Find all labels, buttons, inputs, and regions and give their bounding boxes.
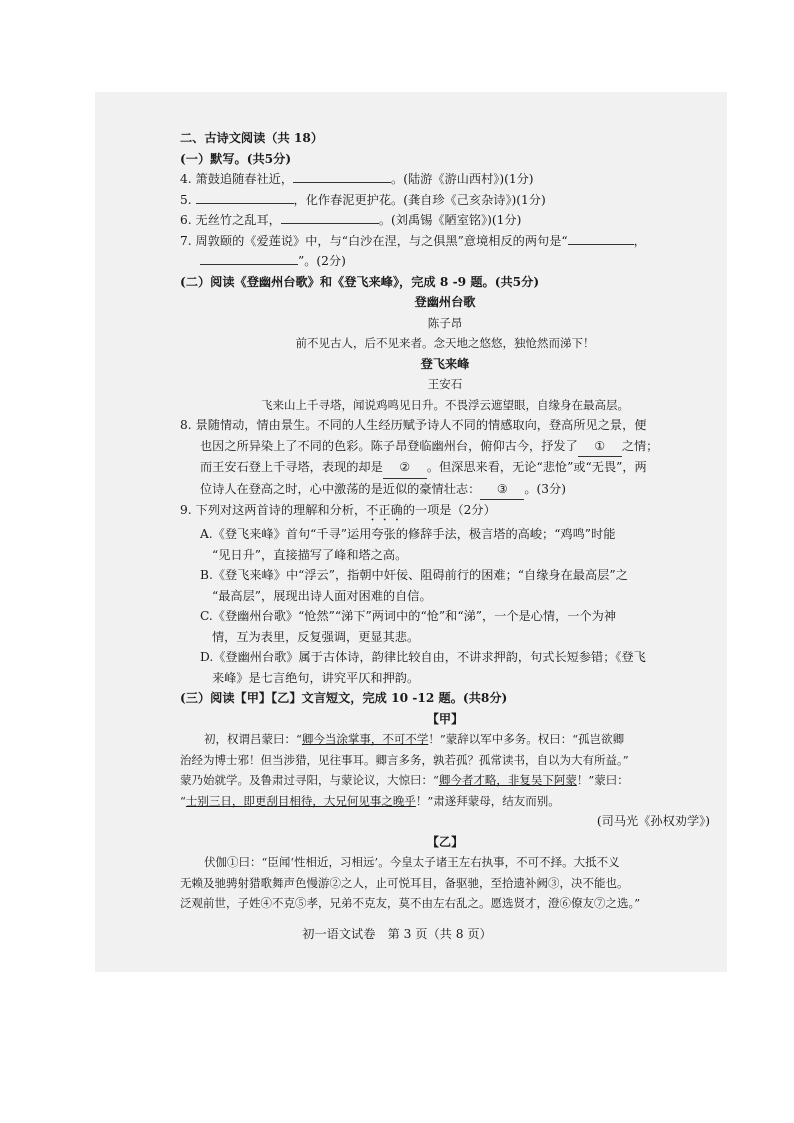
option-c-cont: 情，互为表里，反复强调，更显其悲。	[212, 629, 420, 644]
answer-blank-1[interactable]: ①	[578, 436, 622, 458]
question-8-line3: 而王安石登上千寻塔，表现的却是 ② 。但深思来看，无论“悲怆”或“无畏”，两	[180, 457, 710, 479]
passage-yi-line2: 无赖及驰骋射猎歌舞声色慢游②之人，止可悦耳目，备驱驰，至拾遗补阙③，决不能也。	[180, 875, 629, 890]
answer-blank[interactable]	[200, 251, 298, 265]
option-c[interactable]: C.《登幽州台歌》“怆然”“涕下”两词中的“怆”和“涕”，一个是心情，一个为神	[200, 609, 617, 623]
part2-title: (二）阅读《登幽州台歌》和《登飞来峰》，完成 8 -9 题。(共5分)	[180, 274, 540, 289]
question-8-line4: 位诗人在登高之时，心中激荡的是近似的豪情壮志： ③ 。(3分)	[180, 479, 710, 501]
option-a[interactable]: A.《登飞来峰》首句“千寻”运用夸张的修辞手法，极言塔的高峻；“鸡鸣”时能	[200, 527, 616, 541]
answer-blank[interactable]	[281, 210, 379, 224]
passage-yi-title: 【乙】	[426, 834, 464, 849]
underlined-sentence: 卿今者才略，非复吴下阿蒙	[438, 773, 577, 787]
question-4: 4. 箫鼓追随春社近， 。(陆游《游山西村》)(1分)	[180, 169, 710, 190]
poem2-text: 飞来山上千寻塔，闻说鸡鸣见日升。不畏浮云遮望眼，自缘身在最高层。	[261, 397, 629, 412]
answer-blank[interactable]	[293, 169, 391, 183]
poem1-text: 前不见古人，后不见来者。念天地之悠悠，独怆然而涕下！	[295, 336, 595, 350]
option-a-cont: “见日升”，直接描写了峰和塔之高。	[212, 547, 408, 562]
option-b-cont: “最高层”，展现出诗人面对困难的自信。	[212, 588, 432, 603]
passage-jia-line3: 蒙乃始就学。及鲁肃过寻阳，与蒙论议，大惊曰：“卿今者才略，非复吴下阿蒙！”蒙曰：	[180, 773, 629, 787]
exam-content	[180, 128, 710, 914]
passage-jia-source: (司马光《孙权劝学》)	[596, 814, 710, 828]
answer-blank-3[interactable]: ③	[480, 479, 524, 501]
passage-jia-line2: 治经为博士邪！但当涉猎，见往事耳。卿言多务，孰若孤？孤常读书，自以为大有所益。”	[180, 752, 629, 767]
passage-yi-line1: 伏伽①曰：“臣闻‘性相近，习相远’。今皇太子诸王左右执事，不可不择。大抵不义	[204, 855, 620, 869]
page-footer: 初一语文试卷 第 3 页（共 8 页）	[302, 927, 492, 941]
poem2-title: 登飞来峰	[420, 356, 470, 371]
option-d-cont: 来峰》是七言绝句，讲究平仄和押韵。	[212, 670, 420, 685]
question-8: 8. 景随情动，情由景生。不同的人生经历赋予诗人不同的情感取向，登高所见之景，便	[180, 418, 647, 432]
question-8-line2: 也因之所异染上了不同的色彩。陈子昂登临幽州台，俯仰古今，抒发了 ① 之情；	[180, 436, 710, 458]
part1-title: (一）默写。(共5分)	[180, 151, 292, 166]
poem2-author: 王安石	[427, 377, 463, 391]
poem1-title: 登幽州台歌	[414, 295, 476, 309]
passage-jia-title: 【甲】	[426, 711, 464, 726]
section-title: 二、古诗文阅读（共 18）	[180, 131, 324, 145]
question-6: 6. 无丝竹之乱耳， 。(刘禹锡《陋室铭》)(1分)	[180, 210, 710, 231]
question-5: 5. ，化作春泥更护花。(龚自珍《己亥杂诗》)(1分)	[180, 190, 710, 211]
underlined-sentence: 士别三日，即更刮目相待，大兄何见事之晚乎	[185, 793, 416, 808]
underlined-sentence: 卿今当涂掌事，不可不学	[301, 732, 429, 746]
question-7: 7. 周敦颐的《爱莲说》中，与“白沙在涅，与之俱黑”意境相反的两句是“ ，	[180, 231, 710, 252]
passage-yi-line3: 泛观前世，子姓④不克⑤孝，兄弟不克友，莫不由左右乱之。愿选贤才，澄⑥僚友⑦之选。”	[180, 896, 641, 910]
question-9-stem: 9. 下列对这两首诗的理解和分析，不正确的一项是（2分）	[180, 503, 496, 517]
part3-title: (三）阅读【甲】【乙】文言短文，完成 10 -12 题。(共8分)	[180, 691, 508, 705]
poem1-author: 陈子昂	[427, 315, 463, 330]
emphasis-text: 不正确	[366, 503, 403, 517]
passage-jia-line4: “士别三日，即更刮目相待，大兄何见事之晚乎！”肃遂拜蒙母，结友而别。	[180, 793, 560, 808]
answer-blank[interactable]	[568, 231, 634, 245]
passage-jia-line1: 初，权谓吕蒙曰：“卿今当涂掌事，不可不学！”蒙辞以军中多务。权曰：“孤岂欲卿	[204, 732, 625, 746]
question-7-cont: ”。(2分)	[180, 251, 710, 272]
answer-blank[interactable]	[196, 190, 294, 204]
option-d[interactable]: D.《登幽州台歌》属于古体诗，韵律比较自由，不讲求押韵，句式长短参错；《登飞	[200, 650, 646, 664]
answer-blank-2[interactable]: ②	[383, 457, 427, 479]
option-b[interactable]: B.《登飞来峰》中“浮云”，指朝中奸佞、阻碍前行的困难；“自缘身在最高层”之	[200, 568, 628, 582]
